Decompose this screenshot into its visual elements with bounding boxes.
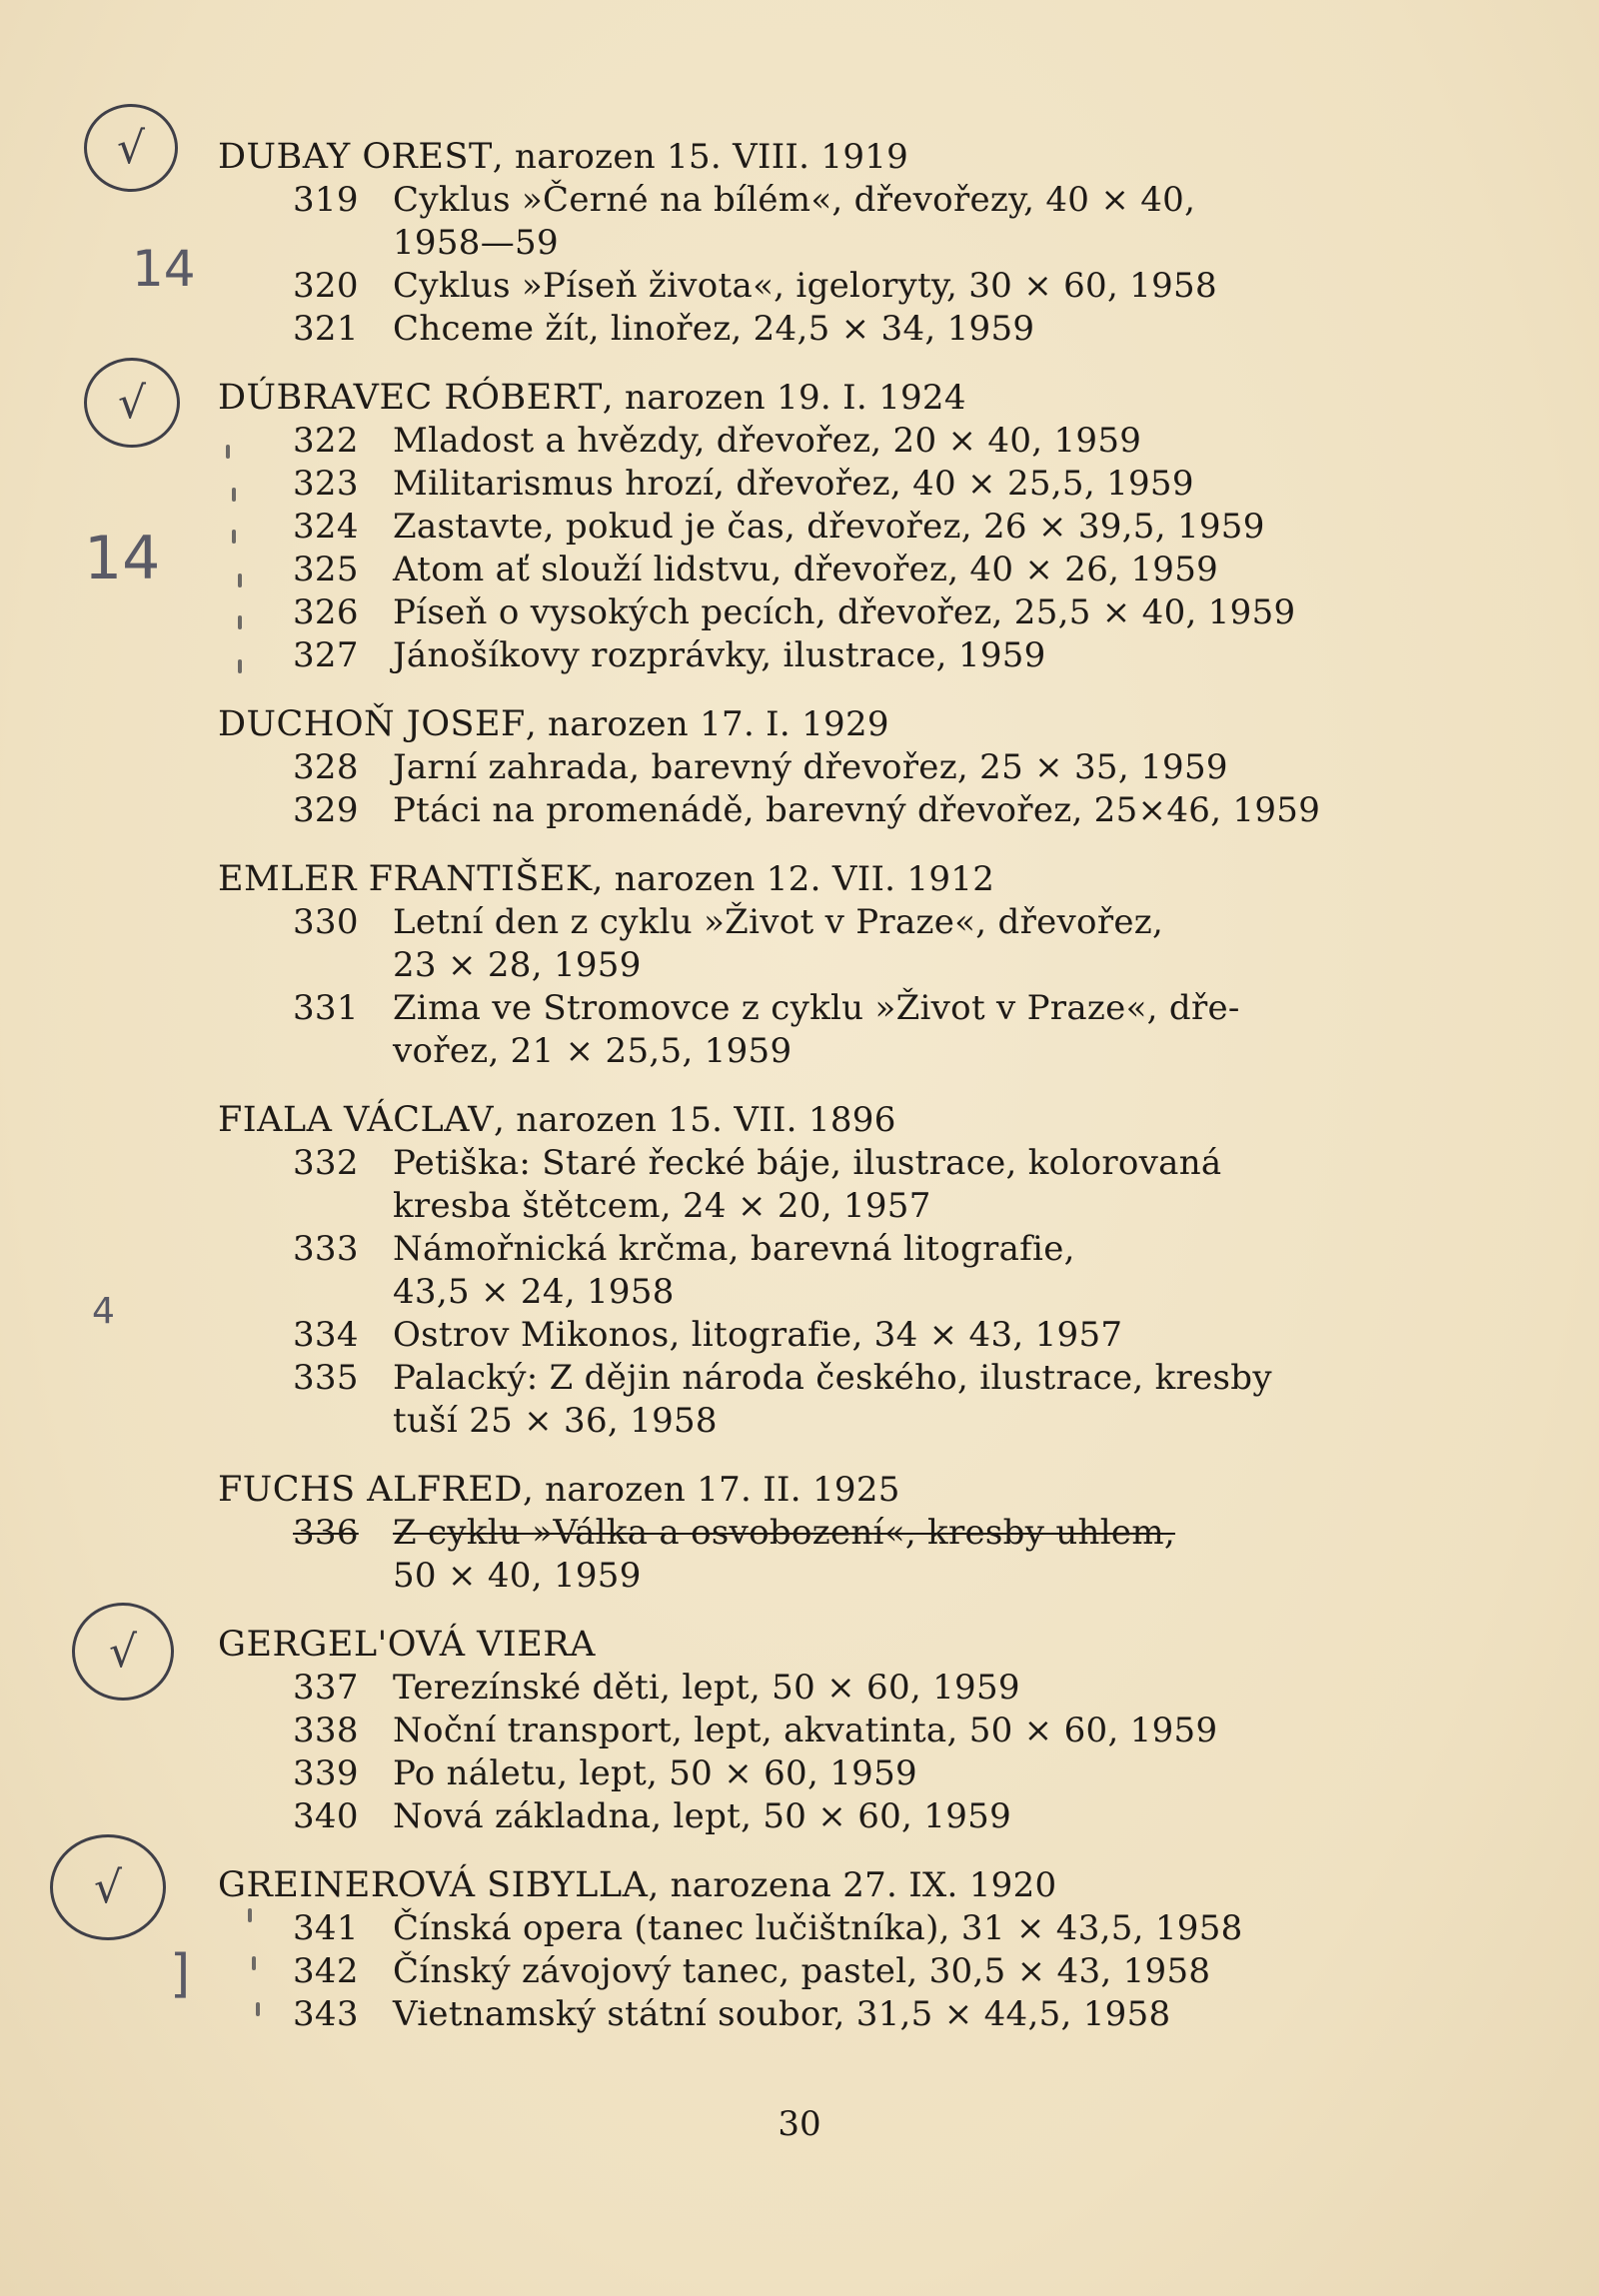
catalog-entry (218, 549, 1367, 591)
artist-born: , narozen 19. I. 1924 (602, 378, 966, 418)
artist-section (218, 377, 1367, 677)
entry-number: 341 (293, 1908, 359, 1948)
entry-number: 342 (293, 1951, 359, 1991)
entry-number: 331 (293, 988, 359, 1028)
entry-description: Čínský závojový tanec, pastel, 30,5 × 43, 1958 (393, 1951, 1211, 1991)
entry-number: 334 (293, 1315, 359, 1355)
catalog-entry (218, 1142, 1367, 1228)
entry-number: 333 (293, 1229, 359, 1269)
catalog-entry-struck (218, 1512, 1367, 1598)
entry-number: 326 (293, 592, 359, 632)
entry-description: Palacký: Z dějin národa českého, ilustrace, kresby tuší 25 × 36, 1958 (393, 1358, 1272, 1441)
entry-description: Jarní zahrada, barevný dřevořez, 25 × 35, 1959 (393, 747, 1228, 787)
artist-section (218, 703, 1367, 832)
entry-description: Po náletu, lept, 50 × 60, 1959 (393, 1753, 917, 1793)
entry-number: 324 (293, 507, 359, 547)
catalog-entry (218, 1795, 1367, 1838)
entry-description: Atom ať slouží lidstvu, dřevořez, 40 × 26, 1959 (393, 550, 1219, 589)
artist-born: , narozena 27. IX. 1920 (648, 1865, 1057, 1905)
pencil-note: ] (170, 1944, 191, 2004)
catalog-entry (218, 634, 1367, 677)
entry-description: Jánošíkovy rozprávky, ilustrace, 1959 (393, 635, 1046, 675)
entry-description: Nová základna, lept, 50 × 60, 1959 (393, 1796, 1011, 1836)
entry-description: Píseň o vysokých pecích, dřevořez, 25,5 × 40, 1959 (393, 592, 1296, 632)
catalog-entry (218, 591, 1367, 634)
catalog-entry (218, 1314, 1367, 1357)
check-circle-icon: √ (84, 358, 180, 448)
artist-name: DUCHOŇ JOSEF (218, 704, 526, 744)
entry-number: 339 (293, 1753, 359, 1793)
entry-number: 322 (293, 421, 359, 461)
pencil-note: 4 (92, 1291, 115, 1332)
artist-name: GERGEL'OVÁ VIERA (218, 1625, 596, 1665)
artist-section (218, 858, 1367, 1073)
entry-number: 340 (293, 1796, 359, 1836)
catalog-entry (218, 1228, 1367, 1314)
artist-name: FIALA VÁCLAV (218, 1100, 495, 1140)
artist-name: FUCHS ALFRED (218, 1470, 523, 1510)
catalog-entry (218, 987, 1367, 1073)
catalog-entry (218, 506, 1367, 549)
entry-description: Noční transport, lept, akvatinta, 50 × 60, 1959 (393, 1711, 1218, 1750)
entry-number: 343 (293, 1994, 359, 2034)
entry-description: Cyklus »Černé na bílém«, dřevořezy, 40 × 40, 1958—59 (393, 180, 1196, 263)
entry-number: 338 (293, 1711, 359, 1750)
catalog-entry (218, 308, 1367, 351)
artist-born: , narozen 12. VII. 1912 (592, 859, 995, 899)
pencil-note: 14 (84, 524, 161, 593)
artist-born: , narozen 17. II. 1925 (522, 1470, 900, 1510)
catalog-entry (218, 789, 1367, 832)
entry-number: 325 (293, 550, 359, 589)
artist-section (218, 1469, 1367, 1598)
artist-section (218, 1099, 1367, 1443)
check-circle-icon: √ (72, 1603, 174, 1701)
catalog-entry (218, 1950, 1367, 1993)
artist-name: EMLER FRANTIŠEK (218, 859, 593, 899)
catalog-entry (218, 1667, 1367, 1710)
catalog-entry (218, 420, 1367, 463)
catalog-entry (218, 463, 1367, 506)
catalog-entry (218, 1752, 1367, 1795)
catalog-entry (218, 1357, 1367, 1443)
entry-description: Zastavte, pokud je čas, dřevořez, 26 × 39,5, 1959 (393, 507, 1265, 547)
entry-number: 330 (293, 902, 359, 942)
entry-number: 332 (293, 1143, 359, 1183)
entry-number: 336 (293, 1513, 359, 1553)
entry-description: Vietnamský státní soubor, 31,5 × 44,5, 1958 (393, 1994, 1171, 2034)
entry-description: Ptáci na promenádě, barevný dřevořez, 25×46, 1959 (393, 790, 1321, 830)
entry-number: 327 (293, 635, 359, 675)
page-number: 30 (778, 2104, 821, 2144)
artist-born: , narozen 15. VII. 1896 (494, 1100, 896, 1140)
entry-description: Terezínské děti, lept, 50 × 60, 1959 (393, 1668, 1020, 1708)
catalog-entry (218, 1907, 1367, 1950)
entry-number: 328 (293, 747, 359, 787)
catalog-entry (218, 1993, 1367, 2036)
entry-description: Chceme žít, linořez, 24,5 × 34, 1959 (393, 309, 1035, 349)
entry-description: Zima ve Stromovce z cyklu »Život v Praze«, dře- vořez, 21 × 25,5, 1959 (393, 988, 1240, 1071)
artist-born: , narozen 15. VIII. 1919 (492, 137, 909, 177)
check-circle-icon: √ (50, 1834, 166, 1940)
entry-description: Cyklus »Píseň života«, igeloryty, 30 × 60, 1958 (393, 266, 1217, 306)
entry-description: Militarismus hrozí, dřevořez, 40 × 25,5, 1959 (393, 464, 1194, 504)
artist-section (218, 1864, 1367, 2036)
entry-description: Petiška: Staré řecké báje, ilustrace, kolorovaná kresba štětcem, 24 × 20, 1957 (393, 1143, 1222, 1226)
entry-description: Letní den z cyklu »Život v Praze«, dřevořez, 23 × 28, 1959 (393, 902, 1164, 985)
entry-description: Mladost a hvězdy, dřevořez, 20 × 40, 1959 (393, 421, 1142, 461)
catalog-entry (218, 901, 1367, 987)
entry-number: 319 (293, 180, 359, 220)
check-circle-icon: √ (84, 104, 178, 192)
artist-section (218, 1624, 1367, 1838)
entry-number: 335 (293, 1358, 359, 1398)
entry-description: Ostrov Mikonos, litografie, 34 × 43, 1957 (393, 1315, 1123, 1355)
catalog-entry (218, 179, 1367, 265)
catalog-entry (218, 746, 1367, 789)
pencil-note: 14 (132, 240, 196, 298)
entry-number: 320 (293, 266, 359, 306)
entry-number: 337 (293, 1668, 359, 1708)
entry-description: Z cyklu »Válka a osvobození«, kresby uhlem, 50 × 40, 1959 (393, 1513, 1175, 1596)
artist-name: DUBAY OREST (218, 137, 493, 177)
artist-name: DÚBRAVEC RÓBERT (218, 378, 603, 418)
catalog-text (218, 136, 1367, 2062)
entry-number: 323 (293, 464, 359, 504)
entry-number: 329 (293, 790, 359, 830)
artist-born: , narozen 17. I. 1929 (525, 704, 889, 744)
entry-description: Čínská opera (tanec lučištníka), 31 × 43,5, 1958 (393, 1908, 1243, 1948)
catalog-entry (218, 265, 1367, 308)
artist-name: GREINEROVÁ SIBYLLA (218, 1865, 649, 1905)
catalog-entry (218, 1710, 1367, 1752)
artist-section (218, 136, 1367, 351)
entry-number: 321 (293, 309, 359, 349)
entry-description: Námořnická krčma, barevná litografie, 43,5 × 24, 1958 (393, 1229, 1075, 1312)
